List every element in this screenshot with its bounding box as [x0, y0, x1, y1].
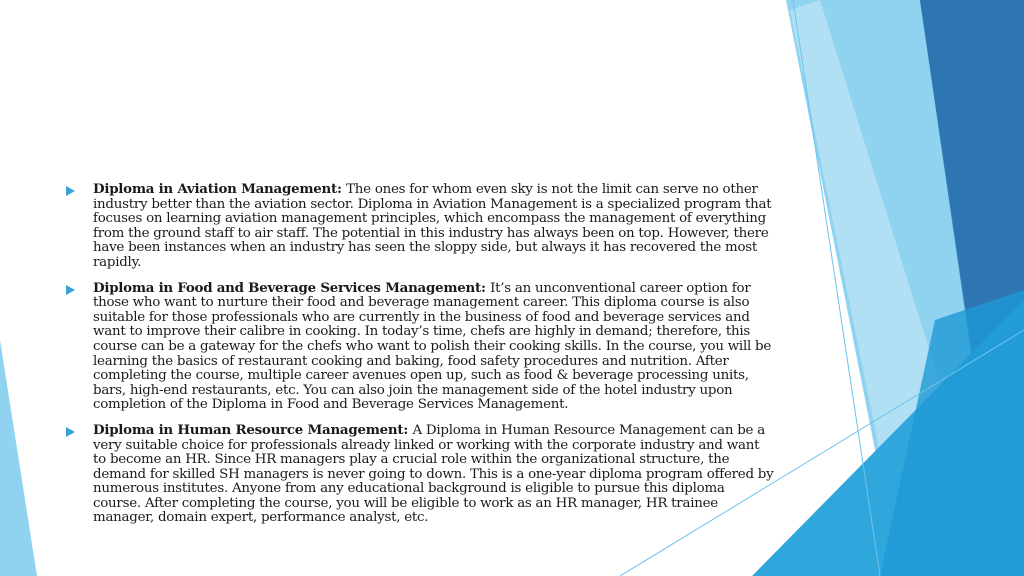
bullet-title: Diploma in Food and Beverage Services Management:: [93, 279, 491, 296]
bullet-item-aviation: [64, 182, 774, 271]
bullet-item-food-beverage: [64, 281, 774, 413]
bullet-title: Diploma in Human Resource Management:: [93, 421, 413, 438]
bullet-title: Diploma in Aviation Management:: [93, 181, 347, 197]
bullet-body: The ones for whom even sky is not the limit can serve no other industry better than the aviation sector. Diploma in Aviation Management is a specialized program that focuses on learning aviation management principles, which encompass the management of everything from the ground staff to air staff. The potential in this industry has always been on top. However, there have been instances when an industry has seen the sloppy side, but always it has recovered the most rapidly.: [93, 182, 772, 270]
left-edge-shape: [0, 340, 37, 576]
bullet-body: It’s an unconventional career option for those who want to nurture their food and beverage management career. This diploma course is also suitable for those professionals who are currently in the business of food and beverage services and want to improve their calibre in cooking. In today’s time, chefs are highly in demand; therefore, this course can be a gateway for the chefs who want to polish their cooking skills. In the course, you will be learning the basics of restaurant cooking and baking, food safety procedures and nutrition. After completing the course, multiple career avenues open up, such as food & beverage processing units, bars, high-end restaurants, etc. You can also join the management side of the hotel industry upon completion of the Diploma in Food and Beverage Services Management.: [93, 280, 772, 413]
triangle-bullet-icon: [66, 427, 75, 437]
bullet-list: [64, 182, 774, 536]
bullet-item-human-resource: [64, 423, 774, 526]
bullet-body: A Diploma in Human Resource Management can be a very suitable choice for professionals already linked or working with the corporate industry and want to become an HR. Since HR managers play a crucial role within the organizational structure, the demand for skilled SH managers is never going to down. This is a one-year diploma program offered by numerous institutes. Anyone from any educational background is eligible to pursue this diploma course. After completing the course, you will be eligible to work as an HR manager, HR trainee manager, domain expert, performance analyst, etc.: [93, 422, 774, 526]
triangle-bullet-icon: [66, 285, 75, 295]
triangle-bullet-icon: [66, 186, 75, 196]
